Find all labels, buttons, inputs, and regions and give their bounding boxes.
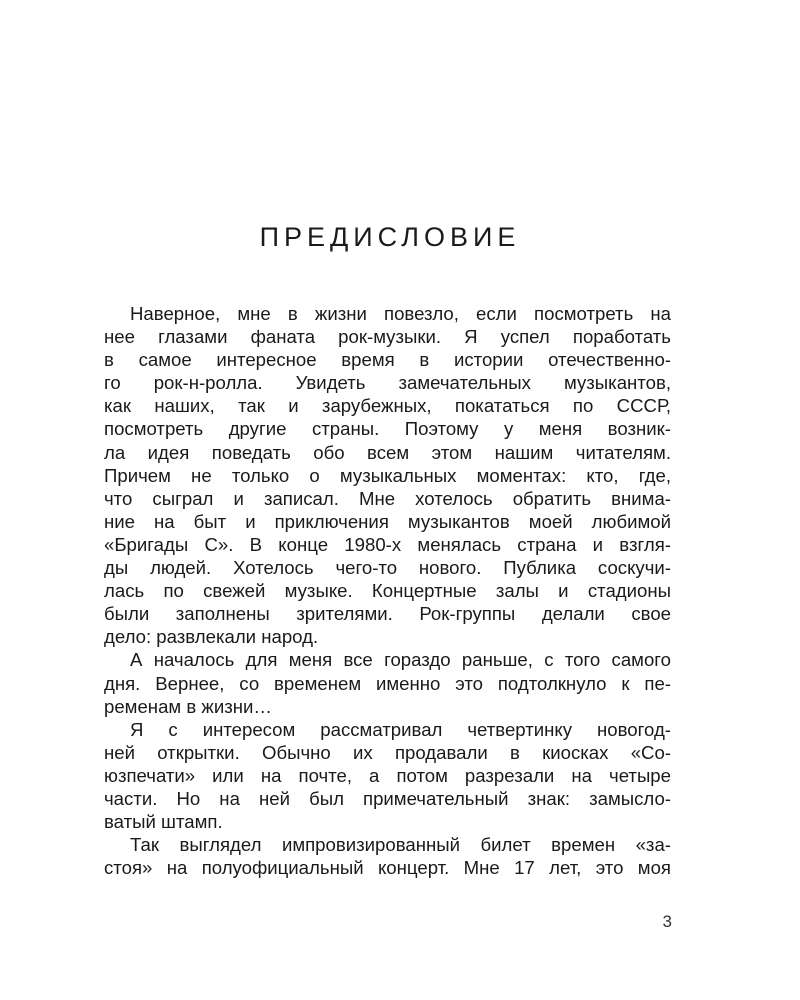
text-line: ние на быт и приключения музыкантов моей любимой (104, 510, 671, 532)
text-line: как наших, так и зарубежных, покататься по СССР, (104, 395, 671, 417)
text-line: нее глазами фаната рок-музыки. Я успел поработать (104, 326, 671, 348)
text-line: А началось для меня все гораздо раньше, с того самого (130, 649, 671, 671)
text-line: части. Но на ней был примечательный знак: замысло- (104, 787, 671, 809)
text-line: Наверное, мне в жизни повезло, если посмотреть на (130, 303, 671, 324)
text-line: ременам в жизни… (104, 695, 273, 717)
text-line: ватый штамп. (104, 811, 223, 833)
text-line: ла идея поведать обо всем этом нашим читателям. (104, 441, 671, 463)
text-line: ды людей. Хотелось чего-то нового. Публика соскучи- (104, 557, 671, 579)
text-line: стоя» на полуофициальный концерт. Мне 17 лет, это моя (104, 857, 671, 879)
chapter-title: ПРЕДИСЛОВИЕ (259, 222, 521, 252)
text-line: были заполнены зрителями. Рок-группы делали свое (104, 603, 671, 625)
text-line: дело: развлекали народ. (104, 626, 319, 648)
text-line: Я с интересом рассматривал четвертинку новогод- (130, 718, 671, 740)
text-line: го рок-н-ролла. Увидеть замечательных музыкантов, (104, 372, 671, 394)
text-line: юзпечати» или на почте, а потом разрезали на четыре (104, 764, 671, 786)
text-line: Так выглядел импровизированный билет времен «за- (130, 834, 671, 856)
text-line: что сыграл и записал. Мне хотелось обратить внима- (104, 487, 671, 509)
text-line: в самое интересное время в истории отечественно- (104, 349, 671, 371)
text-line: посмотреть другие страны. Поэтому у меня возник- (104, 418, 671, 440)
text-line: дня. Вернее, со временем именно это подтолкнуло к пе- (104, 672, 671, 694)
text-line: Причем не только о музыкальных моментах: кто, где, (104, 464, 671, 486)
text-line: лась по свежей музыке. Концертные залы и стадионы (104, 580, 671, 602)
text-line: ней открытки. Обычно их продавали в киосках «Со- (104, 741, 671, 763)
body-text (104, 302, 671, 879)
text-line: «Бригады С». В конце 1980-х менялась страна и взгля- (104, 533, 671, 555)
page-number: 3 (662, 912, 672, 931)
